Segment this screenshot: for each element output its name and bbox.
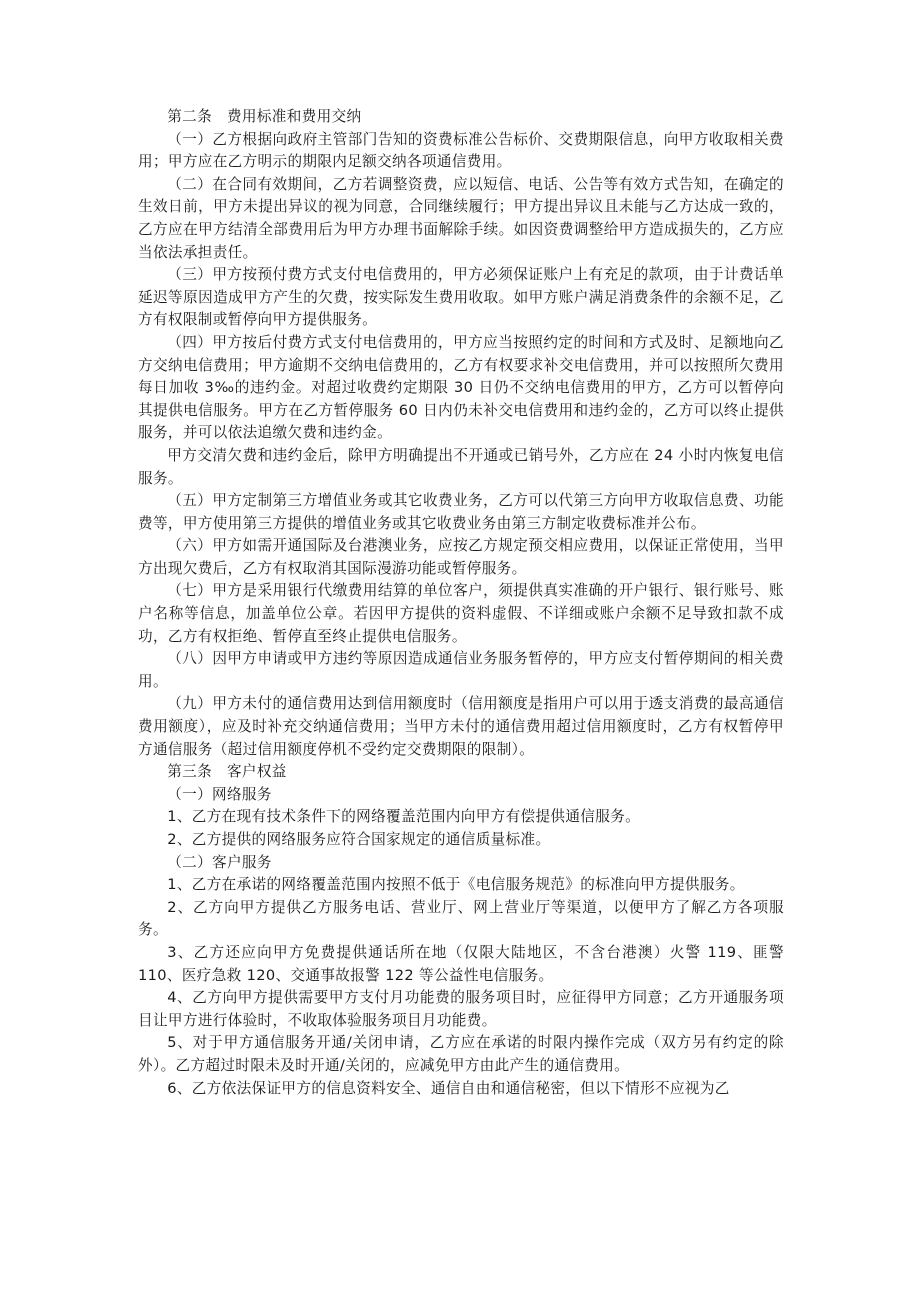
paragraph-3-2-3: 3、乙方还应向甲方免费提供通话所在地（仅限大陆地区，不含台港澳）火警 119、匪警 110、医疗急救 120、交通事故报警 122 等公益性电信服务。 [138,943,784,984]
subheading-network-service: （一）网络服务 [167,785,272,803]
paragraph-2-4: （四）甲方按后付费方式支付电信费用的，甲方应当按照约定的时间和方式及时、足额地向乙方交纳电信费用；甲方逾期不交纳电信费用的，乙方有权要求补交电信费用，并可以按照所欠费用每日加收 3‰的违约金。对超过收费约定期限 30 日仍不交纳电信费用的甲方，乙方可以暂停向其提供电信服务。甲方在乙方暂停服务 60 日内仍未补交电信费用和违约金的，乙方可以终止提供服务，并可以依法追缴欠费和违约金。 [138,333,784,442]
paragraph-2-1: （一）乙方根据向政府主管部门告知的资费标准公告标价、交费期限信息，向甲方收取相关费用；甲方应在乙方明示的期限内足额交纳各项通信费用。 [138,130,784,171]
document-page [138,106,784,1100]
paragraph-3-2-5: 5、对于甲方通信服务开通/关闭申请，乙方应在承诺的时限内操作完成（双方另有约定的除外）。乙方超过时限未及时开通/关闭的，应减免甲方由此产生的通信费用。 [138,1034,784,1074]
paragraph-2-9: （九）甲方未付的通信费用达到信用额度时（信用额度是指用户可以用于透支消费的最高通信费用额度），应及时补充交纳通信费用；当甲方未付的通信费用超过信用额度时，乙方有权暂停甲方通信服务（超过信用额度停机不受约定交费期限的限制）。 [138,695,784,758]
paragraph-2-4-supplement: 甲方交清欠费和违约金后，除甲方明确提出不开通或已销号外，乙方应在 24 小时内恢复电信服务。 [138,446,784,487]
paragraph-3-1-1: 1、乙方在现有技术条件下的网络覆盖范围内向甲方有偿提供通信服务。 [167,808,641,826]
paragraph-3-2-2: 2、乙方向甲方提供乙方服务电话、营业厅、网上营业厅等渠道，以便甲方了解乙方各项服务。 [138,898,784,939]
paragraph-2-5: （五）甲方定制第三方增值业务或其它收费业务，乙方可以代第三方向甲方收取信息费、功能费等，甲方使用第三方提供的增值业务或其它收费业务由第三方制定收费标准并公布。 [138,492,784,532]
paragraph-2-8: （八）因甲方申请或甲方违约等原因造成通信业务服务暂停的，甲方应支付暂停期间的相关费用。 [138,650,784,690]
paragraph-2-7: （七）甲方是采用银行代缴费用结算的单位客户，须提供真实准确的开户银行、银行账号、账户名称等信息，加盖单位公章。若因甲方提供的资料虚假、不详细或账户余额不足导致扣款不成功，乙方有权拒绝、暂停直至终止提供电信服务。 [138,582,784,645]
paragraph-3-2-6: 6、乙方依法保证甲方的信息资料安全、通信自由和通信秘密，但以下情形不应视为乙 [167,1079,730,1097]
paragraph-2-6: （六）甲方如需开通国际及台港澳业务，应按乙方规定预交相应费用，以保证正常使用，当甲方出现欠费后，乙方有权取消其国际漫游功能或暂停服务。 [138,537,784,577]
section-heading-article-3: 第三条 客户权益 [167,763,287,781]
paragraph-2-3: （三）甲方按预付费方式支付电信费用的，甲方必须保证账户上有充足的款项，由于计费话单延迟等原因造成甲方产生的欠费，按实际发生费用收取。如甲方账户满足消费条件的余额不足，乙方有权限制或暂停向甲方提供服务。 [138,266,784,329]
paragraph-3-2-1: 1、乙方在承诺的网络覆盖范围内按照不低于《电信服务规范》的标准向甲方提供服务。 [167,876,745,894]
paragraph-3-1-2: 2、乙方提供的网络服务应符合国家规定的通信质量标准。 [167,831,551,848]
paragraph-3-2-4: 4、乙方向甲方提供需要甲方支付月功能费的服务项目时，应征得甲方同意；乙方开通服务项目让甲方进行体验时，不收取体验服务项目月功能费。 [138,989,784,1029]
section-heading-article-2: 第二条 费用标准和费用交纳 [167,108,362,125]
paragraph-2-2: （二）在合同有效期间，乙方若调整资费，应以短信、电话、公告等有效方式告知，在确定的生效日前，甲方未提出异议的视为同意，合同继续履行；甲方提出异议且未能与乙方达成一致的，乙方应在甲方结清全部费用后为甲方办理书面解除手续。如因资费调整给甲方造成损失的，乙方应当依法承担责任。 [138,175,784,261]
subheading-customer-service: （二）客户服务 [167,853,272,871]
